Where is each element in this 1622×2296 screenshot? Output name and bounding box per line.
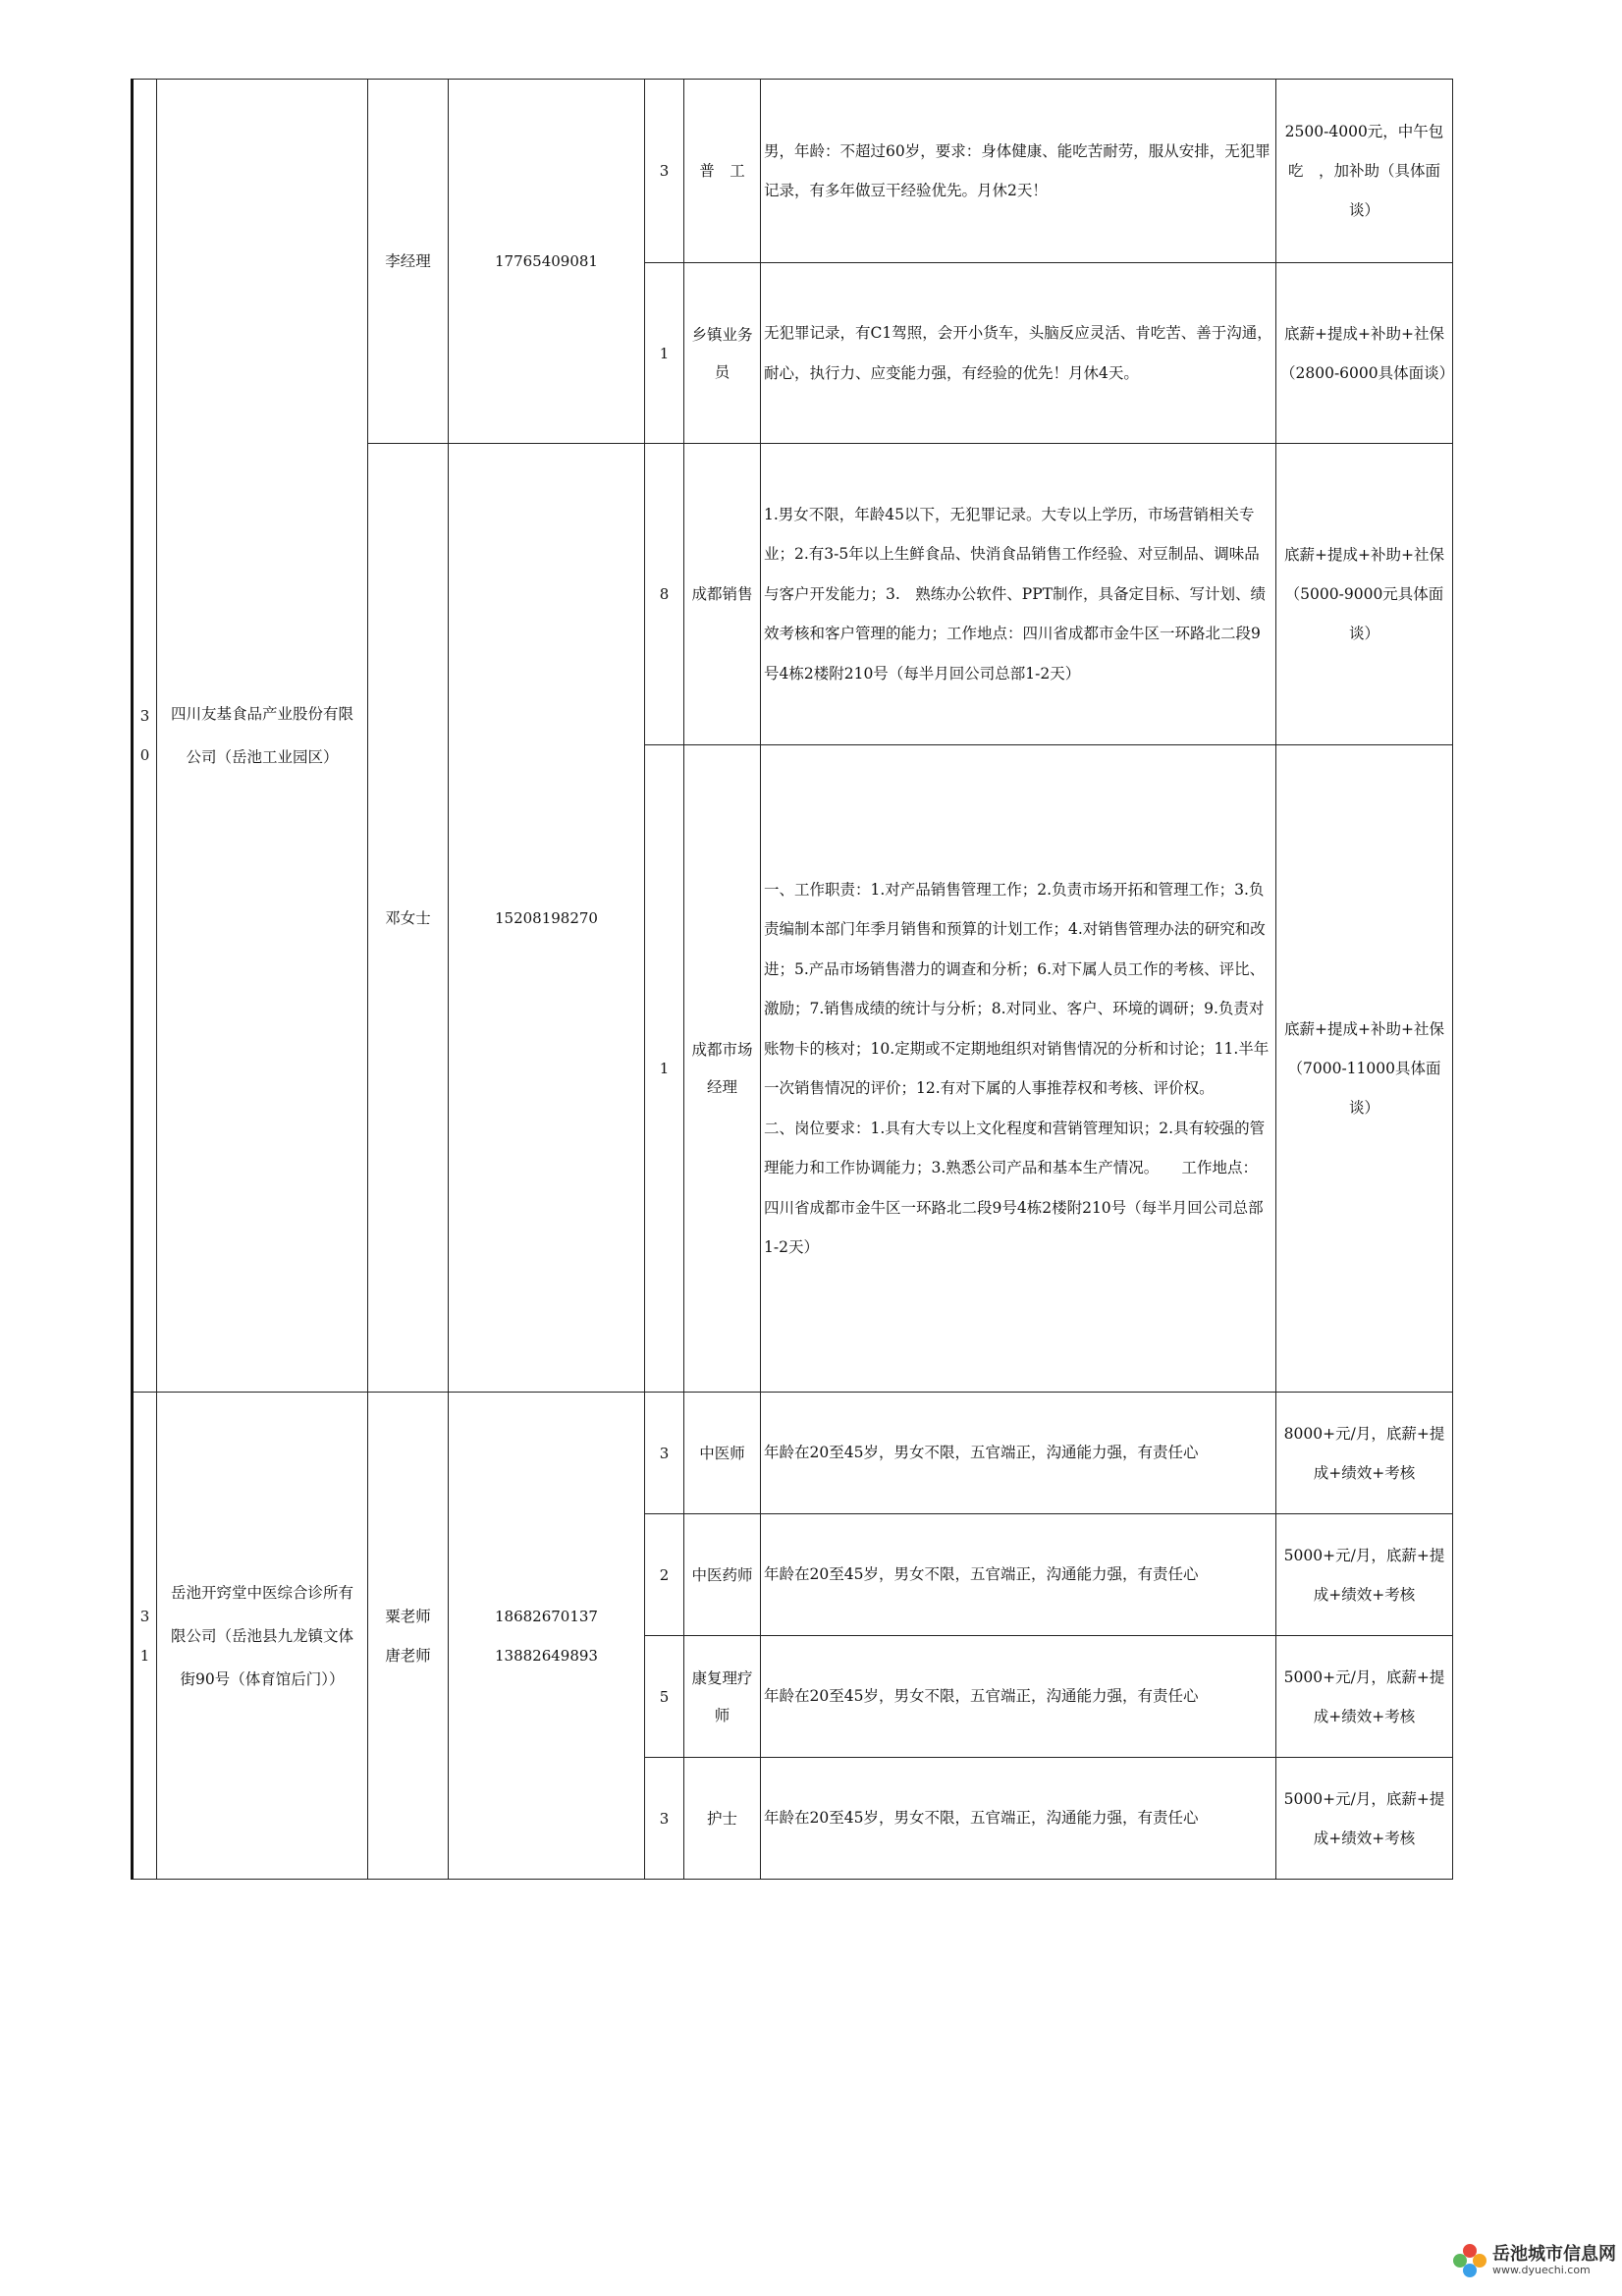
contact-name-1: 粟老师 — [385, 1607, 431, 1625]
watermark-url: www.dyuechi.com — [1492, 2263, 1591, 2276]
job-requirements: 二、岗位要求：1.具有大专以上文化程度和营销管理知识；2.具有较强的管理能力和工作协调能力；3.熟悉公司产品和基本生产情况。 工作地点：四川省成都市金牛区一环路北二段9号4栋2楼附210号（每半月回公司总部1-2天） — [764, 1119, 1266, 1256]
table-row — [133, 1393, 1453, 1514]
row-index: 30 — [133, 80, 157, 1393]
contact-phone-2: 13882649893 — [495, 1646, 598, 1665]
contact-name — [368, 1393, 449, 1880]
job-duties: 一、工作职责：1.对产品销售管理工作；2.负责市场开拓和管理工作；3.负责编制本部门年季月销售和预算的计划工作；4.对销售管理办法的研究和改进；5.产品市场销售潜力的调查和分析；6.对下属人员工作的考核、评比、激励；7.销售成绩的统计与分析；8.对同业、客户、环境的调研；9.负责对账物卡的核对；10.定期或不定期地组织对销售情况的分析和讨论；11.半年一次销售情况的评价；12.有对下属的人事推荐权和考核、评价权。 — [764, 880, 1270, 1097]
job-description: 年龄在20至45岁，男女不限，五官端正，沟通能力强，有责任心 — [761, 1636, 1276, 1758]
contact-phone-1: 18682670137 — [495, 1607, 598, 1625]
job-description: 无犯罪记录，有C1驾照，会开小货车，头脑反应灵活、肯吃苦、善于沟通，耐心，执行力、应变能力强，有经验的优先！月休4天。 — [761, 263, 1276, 444]
job-description — [761, 745, 1276, 1393]
contact-phone: 15208198270 — [449, 444, 645, 1393]
job-count: 3 — [645, 1758, 684, 1880]
job-description: 年龄在20至45岁，男女不限，五官端正，沟通能力强，有责任心 — [761, 1393, 1276, 1514]
company-name: 岳池开窍堂中医综合诊所有限公司（岳池县九龙镇文体街90号（体育馆后门）） — [157, 1393, 368, 1880]
job-count: 3 — [645, 80, 684, 263]
job-salary: 底薪+提成+补助+社保（5000-9000元具体面谈） — [1276, 444, 1453, 745]
job-salary: 底薪+提成+补助+社保（7000-11000具体面谈） — [1276, 745, 1453, 1393]
job-count: 1 — [645, 745, 684, 1393]
job-title: 中医师 — [684, 1393, 761, 1514]
job-salary: 5000+元/月，底薪+提成+绩效+考核 — [1276, 1758, 1453, 1880]
table-row — [133, 80, 1453, 263]
job-description: 年龄在20至45岁，男女不限，五官端正，沟通能力强，有责任心 — [761, 1514, 1276, 1636]
watermark-title: 岳池城市信息网 — [1492, 2244, 1616, 2266]
job-title: 中医药师 — [684, 1514, 761, 1636]
flower-logo-icon — [1453, 2244, 1487, 2277]
job-salary: 5000+元/月，底薪+提成+绩效+考核 — [1276, 1636, 1453, 1758]
job-salary: 底薪+提成+补助+社保（2800-6000具体面谈） — [1276, 263, 1453, 444]
job-description: 1.男女不限，年龄45以下，无犯罪记录。大专以上学历，市场营销相关专业；2.有3-5年以上生鲜食品、快消食品销售工作经验、对豆制品、调味品与客户开发能力；3. 熟练办公软件、PPT制作，具备定目标、写计划、绩效考核和客户管理的能力；工作地点：四川省成都市金牛区一环路北二段9号4栋2楼附210号（每半月回公司总部1-2天） — [761, 444, 1276, 745]
contact-phone: 17765409081 — [449, 80, 645, 444]
contact-name-2: 唐老师 — [385, 1646, 431, 1665]
contact-name: 李经理 — [368, 80, 449, 444]
job-salary: 5000+元/月，底薪+提成+绩效+考核 — [1276, 1514, 1453, 1636]
job-count: 1 — [645, 263, 684, 444]
job-count: 8 — [645, 444, 684, 745]
job-title: 护士 — [684, 1758, 761, 1880]
job-salary: 2500-4000元，中午包吃 ，加补助（具体面谈） — [1276, 80, 1453, 263]
job-salary: 8000+元/月，底薪+提成+绩效+考核 — [1276, 1393, 1453, 1514]
job-count: 3 — [645, 1393, 684, 1514]
job-description: 年龄在20至45岁，男女不限，五官端正，沟通能力强，有责任心 — [761, 1758, 1276, 1880]
row-index: 31 — [133, 1393, 157, 1880]
contact-name: 邓女士 — [368, 444, 449, 1393]
job-count: 5 — [645, 1636, 684, 1758]
company-name: 四川友基食品产业股份有限公司（岳池工业园区） — [157, 80, 368, 1393]
site-watermark — [1453, 2244, 1616, 2277]
job-title: 成都市场经理 — [684, 745, 761, 1393]
job-count: 2 — [645, 1514, 684, 1636]
job-title: 成都销售 — [684, 444, 761, 745]
job-description: 男，年龄：不超过60岁，要求：身体健康、能吃苦耐劳，服从安排，无犯罪记录，有多年做豆干经验优先。月休2天！ — [761, 80, 1276, 263]
job-title: 普 工 — [684, 80, 761, 263]
job-title: 乡镇业务员 — [684, 263, 761, 444]
contact-phone — [449, 1393, 645, 1880]
job-title: 康复理疗师 — [684, 1636, 761, 1758]
job-listing-table — [131, 79, 1453, 1880]
